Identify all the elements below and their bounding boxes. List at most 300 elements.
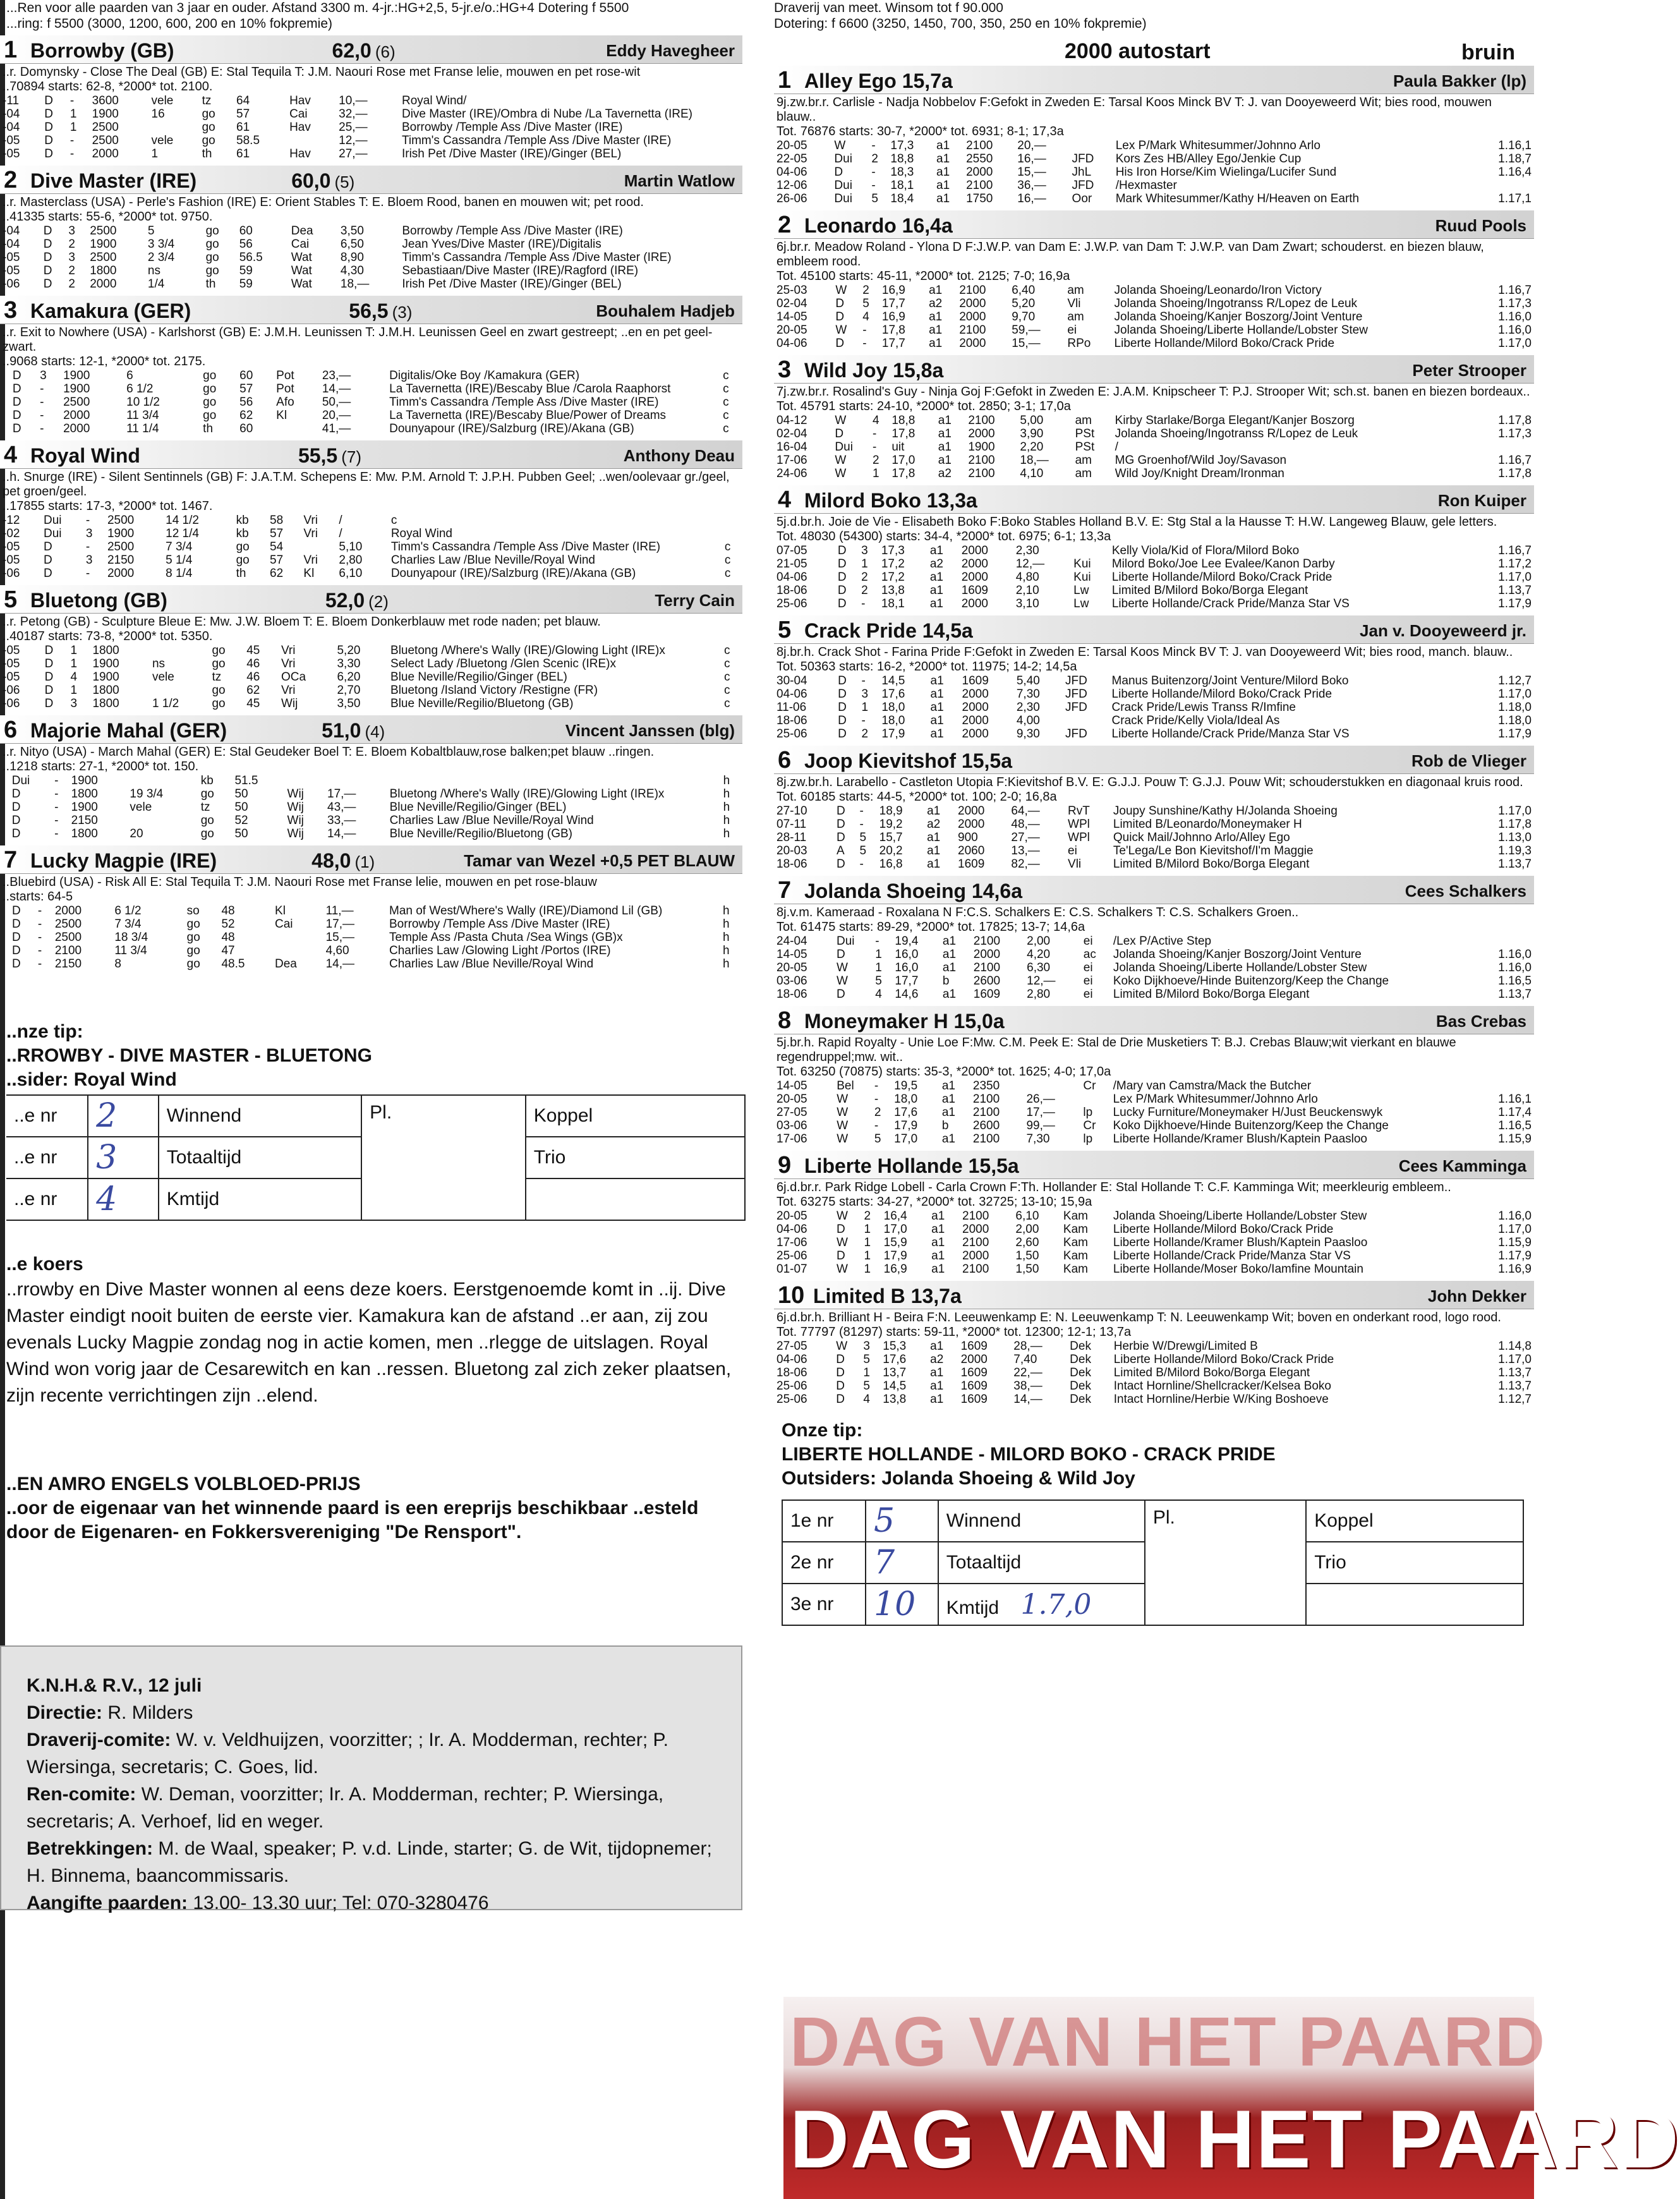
form-cell: a1: [927, 844, 941, 857]
form-cell: [733, 147, 742, 161]
form-cell: -: [37, 944, 42, 957]
form-cell: go: [202, 134, 215, 147]
form-cell: Lw: [1073, 584, 1089, 597]
form-cell: 2,80: [1027, 988, 1051, 1001]
form-cell: Wat: [291, 251, 312, 264]
horse-stats: Tot. 48030 (54300) starts: 34-4, *2000* tot. 6975; 6-1; 13,3a: [777, 530, 1111, 543]
form-cell: b: [942, 974, 950, 988]
form-cell: W: [836, 961, 848, 974]
form-cell: D: [12, 369, 21, 382]
form-cell: D: [44, 554, 52, 567]
form-cell: 2100: [972, 1093, 1000, 1106]
horse-title: [804, 70, 953, 93]
form-cell: 1.17,3: [1498, 297, 1532, 310]
race-prize-right: Dotering: f 6600 (3250, 1450, 700, 350, 250 en 10% fokpremie): [774, 16, 1147, 31]
form-cell: W: [835, 284, 847, 297]
form-cell: -: [871, 139, 876, 152]
form-cell: 10 1/2: [126, 396, 160, 409]
form-cell: 17,7: [881, 297, 905, 310]
form-cell: [272, 931, 323, 944]
horse-header: [774, 1151, 1534, 1179]
form-cell: 02-04: [777, 427, 807, 440]
horse-pedigree: 9j.zw.br.r. Carlisle - Nadja Nobbelov F:Gefokt in Zweden E: Tarsal Koos Minck BV T: J. van Dooyeweerd Wit; bies rood, mouwen blauw..: [777, 95, 1492, 124]
horse-pedigree: ..r. Petong (GB) - Sculpture Bleue E: Mw. J.W. Bloem T: E. Bloem Donkerblauw met rode naden; pet blauw.: [3, 615, 601, 629]
form-cell: ns: [152, 657, 166, 670]
form-cell: 1.17,0: [1498, 804, 1532, 818]
form-cell: [1472, 179, 1534, 192]
form-row: [0, 540, 742, 554]
form-cell: D: [835, 337, 845, 350]
form-cell: Pot: [276, 382, 294, 396]
form-cell: 2100: [966, 179, 993, 192]
form-cell: so: [186, 904, 200, 918]
form-cell: D: [44, 134, 53, 147]
form-cell: -04: [3, 238, 20, 251]
horse-position: (1): [354, 852, 375, 871]
form-cell: -: [861, 597, 866, 610]
form-cell: D: [12, 396, 21, 409]
form-cell: Cai: [275, 918, 293, 931]
form-cell: Royal Wind: [390, 527, 452, 540]
form-cell: 4: [875, 988, 882, 1001]
form-row: [0, 670, 742, 684]
horse-title: [804, 1010, 1005, 1033]
form-cell: 2000: [63, 422, 90, 435]
score-hand-3[interactable]: 4: [88, 1178, 159, 1220]
form-cell: go: [203, 396, 217, 409]
horse-driver: Jan v. Dooyeweerd jr.: [1360, 621, 1526, 640]
form-row: [0, 957, 742, 971]
horse-name: Alley Ego 15,7a: [804, 70, 953, 92]
horse-header: [774, 210, 1534, 239]
form-cell: 2000: [968, 427, 995, 440]
horse-header: [0, 296, 742, 324]
form-row: [774, 192, 1534, 205]
form-cell: 3: [861, 688, 869, 701]
form-cell: 2000: [962, 1249, 989, 1263]
form-cell: Liberte Hollande/Milord Boko/Crack Pride: [1113, 1353, 1334, 1366]
form-cell: D: [43, 264, 52, 277]
form-cell: Limited B/Milord Boko/Borga Elegant: [1113, 988, 1310, 1001]
form-cell: 2000: [959, 297, 986, 310]
form-row: [774, 1209, 1534, 1223]
form-row: [774, 544, 1534, 557]
form-row: [0, 94, 742, 107]
horse-stats: ..9068 starts: 12-1, *2000* tot. 2175.: [3, 354, 206, 368]
form-cell: -05: [3, 540, 20, 554]
form-cell: 2: [861, 727, 869, 741]
form-cell: Irish Pet /Dive Master (IRE)/Ginger (BEL): [402, 277, 622, 291]
form-cell: Pot: [276, 369, 294, 382]
form-cell: 1.17,8: [1498, 414, 1532, 427]
form-cell: ei: [1068, 844, 1077, 857]
form-cell: 2: [871, 152, 878, 166]
form-cell: -: [85, 540, 90, 554]
form-cell: 6,10: [1015, 1209, 1039, 1223]
form-cell: go: [203, 369, 217, 382]
form-cell: c: [723, 409, 729, 422]
horse-header: [0, 35, 742, 64]
form-cell: 900: [958, 831, 978, 844]
score-nr: ..e nr: [6, 1137, 88, 1178]
form-cell: -: [874, 1093, 879, 1106]
form-cell: kb: [236, 527, 249, 540]
form-cell: 5: [863, 1379, 870, 1393]
form-cell: 50: [234, 827, 248, 840]
form-cell: 1800: [92, 697, 119, 710]
form-cell: -: [40, 382, 44, 396]
horse-number: 3: [4, 297, 18, 324]
form-cell: 2100: [966, 139, 993, 152]
form-cell: c: [724, 644, 730, 657]
form-cell: am: [1067, 310, 1084, 324]
form-cell: 17,2: [881, 571, 905, 584]
form-cell: Kl: [276, 409, 287, 422]
form-cell: Dek: [1070, 1393, 1091, 1406]
horse-number: 5: [778, 617, 792, 643]
horse-header: [774, 876, 1534, 904]
score-hand-2[interactable]: 3: [88, 1137, 159, 1178]
horse-position: (6): [375, 42, 396, 61]
form-cell: /: [1115, 440, 1118, 454]
form-cell: 15,3: [883, 1340, 907, 1353]
form-cell: Koko Dijkhoeve/Hinde Buitenzorg/Keep the Change: [1113, 974, 1389, 988]
form-cell: -: [862, 324, 867, 337]
form-cell: Kam: [1063, 1223, 1088, 1236]
horse-form-table: [0, 224, 742, 291]
form-cell: 27,—: [1011, 831, 1040, 844]
form-cell: a1: [936, 152, 950, 166]
score-label: Totaaltijd: [159, 1137, 361, 1178]
race-distance: 2000 autostart: [1065, 39, 1211, 63]
credit-line: [27, 1726, 728, 1781]
horse-header: [774, 615, 1534, 644]
horse-header: [774, 66, 1534, 94]
form-cell: 3,10: [1015, 597, 1039, 610]
form-cell: Limited B/Milord Boko/Borga Elegant: [1111, 584, 1308, 597]
horse-entry: [0, 585, 742, 710]
form-cell: Kui: [1073, 571, 1091, 584]
form-cell: Dui: [834, 179, 852, 192]
horse-form-table: [774, 935, 1534, 1001]
horse-driver: Cees Schalkers: [1405, 881, 1526, 900]
form-cell: 2,10: [1015, 584, 1039, 597]
form-row: [774, 988, 1534, 1001]
horse-number: 6: [778, 747, 792, 773]
score-hand-1[interactable]: 5: [866, 1500, 938, 1542]
form-cell: 1609: [960, 1366, 988, 1379]
form-row: [774, 324, 1534, 337]
form-cell: 07-11: [777, 818, 807, 831]
form-cell: [0, 787, 9, 801]
horse-entry: [774, 876, 1534, 1001]
form-cell: 1609: [973, 988, 1001, 1001]
form-cell: Jean Yves/Dive Master (IRE)/Digitalis: [402, 238, 601, 251]
form-cell: [1472, 440, 1534, 454]
form-cell: D: [836, 804, 845, 818]
form-cell: W: [835, 467, 847, 480]
form-cell: -06: [3, 567, 20, 580]
form-cell: WPl: [1068, 831, 1090, 844]
form-cell: WPl: [1068, 818, 1090, 831]
form-cell: Vri: [281, 657, 296, 670]
form-cell: 56.5: [239, 251, 263, 264]
form-cell: 2500: [63, 396, 90, 409]
form-cell: 1.13,7: [1498, 857, 1532, 871]
form-cell: c: [723, 382, 729, 396]
form-cell: 04-06: [777, 166, 807, 179]
form-cell: am: [1075, 454, 1092, 467]
form-row: [774, 1249, 1534, 1263]
form-cell: -: [54, 774, 59, 787]
score-right: [1306, 1584, 1523, 1625]
horse-stats: Tot. 45791 starts: 24-10, *2000* tot. 2850; 3-1; 17,0a: [777, 399, 1071, 413]
horse-form-table: [774, 139, 1534, 205]
horse-header: [774, 1006, 1534, 1034]
form-cell: D: [12, 918, 21, 931]
form-cell: 20-05: [777, 139, 807, 152]
form-cell: a1: [938, 427, 952, 440]
form-cell: 1.17,9: [1498, 597, 1532, 610]
form-cell: 19,2: [879, 818, 903, 831]
form-cell: -: [54, 787, 59, 801]
form-cell: 1.16,0: [1498, 310, 1532, 324]
form-row: [774, 571, 1534, 584]
form-row: [0, 277, 742, 291]
form-cell: Vri: [303, 527, 318, 540]
form-cell: 17,6: [894, 1106, 918, 1119]
form-cell: 17,9: [894, 1119, 918, 1132]
score-hand-2[interactable]: 7: [866, 1542, 938, 1584]
form-cell: 48: [221, 931, 235, 944]
form-cell: go: [186, 931, 200, 944]
form-cell: [722, 527, 742, 540]
form-row: [0, 644, 742, 657]
form-cell: 1: [70, 657, 78, 670]
form-cell: Borrowby /Temple Ass /Dive Master (IRE): [389, 918, 610, 931]
form-row: [0, 514, 742, 527]
form-cell: ei: [1083, 988, 1093, 1001]
score-hand-1[interactable]: 2: [88, 1095, 159, 1137]
form-cell: 1900: [92, 670, 119, 684]
form-row: [774, 1353, 1534, 1366]
horse-stats: ..starts: 64-5: [3, 890, 73, 904]
form-cell: 5: [862, 297, 869, 310]
form-cell: 61: [236, 121, 250, 134]
form-cell: 2100: [973, 935, 1001, 948]
form-cell: 25-03: [777, 284, 807, 297]
form-cell: 1: [873, 467, 879, 480]
form-cell: 2: [864, 1209, 871, 1223]
form-cell: 1900: [92, 657, 119, 670]
form-cell: 41,—: [322, 422, 351, 435]
form-cell: 2000: [107, 567, 135, 580]
horse-number: 6: [4, 717, 18, 743]
form-cell: Bluetong /Where's Wally (IRE)/Glowing Light (IRE)x: [390, 644, 665, 657]
form-cell: [0, 944, 9, 957]
credits-box: [0, 1645, 742, 1913]
horse-rating: 56,5: [349, 300, 389, 322]
form-cell: -: [859, 818, 864, 831]
form-cell: 2000: [962, 1223, 989, 1236]
form-cell: 5,20: [337, 644, 361, 657]
form-cell: 1: [70, 684, 78, 697]
form-cell: 27-05: [777, 1340, 807, 1353]
form-cell: Cr: [1083, 1079, 1096, 1093]
form-cell: 18,8: [891, 414, 916, 427]
form-cell: 59: [239, 277, 253, 291]
form-row: [774, 152, 1534, 166]
form-cell: a1: [938, 414, 952, 427]
form-cell: [722, 514, 742, 527]
form-cell: D: [11, 814, 21, 827]
right-column: [774, 0, 1534, 1632]
form-cell: D: [44, 94, 53, 107]
form-cell: [0, 409, 10, 422]
form-cell: a1: [938, 440, 952, 454]
form-cell: ac: [1083, 948, 1096, 961]
form-row: [774, 818, 1534, 831]
form-cell: a1: [931, 1209, 945, 1223]
form-cell: 18,4: [890, 192, 914, 205]
form-cell: 18-06: [777, 1366, 807, 1379]
form-cell: 03-06: [777, 974, 807, 988]
form-cell: W: [837, 1093, 849, 1106]
form-cell: 1.16,9: [1498, 1263, 1532, 1276]
form-cell: 18,0: [881, 714, 905, 727]
horse-form-table: [774, 674, 1534, 741]
form-cell: 52: [221, 918, 235, 931]
form-cell: Vri: [303, 514, 318, 527]
horse-name: Dive Master (IRE): [30, 169, 197, 192]
form-cell: Liberte Hollande/Crack Pride/Manza Star VS: [1111, 597, 1350, 610]
form-cell: 18,1: [881, 597, 905, 610]
form-cell: 1.17,8: [1498, 818, 1532, 831]
left-score-table: [6, 1094, 746, 1221]
form-cell: 1,50: [1015, 1249, 1039, 1263]
form-cell: D: [838, 688, 847, 701]
form-cell: Vli: [1067, 297, 1081, 310]
form-cell: 1900: [90, 238, 117, 251]
horse-rating: 55,5: [298, 444, 338, 467]
form-cell: Charlies Law /Blue Neville/Royal Wind: [389, 814, 594, 827]
form-cell: 1800: [92, 644, 119, 657]
form-cell: Dek: [1070, 1366, 1091, 1379]
score-label: Kmtijd: [946, 1597, 1000, 1618]
form-cell: a1: [936, 179, 950, 192]
form-cell: 2600: [972, 1119, 1000, 1132]
form-cell: Koko Dijkhoeve/Hinde Buitenzorg/Keep the Change: [1113, 1119, 1389, 1132]
kmtijd-handwritten[interactable]: 1.7,0: [1020, 1588, 1092, 1621]
form-cell: JFD: [1065, 688, 1087, 701]
form-cell: 38,—: [1013, 1379, 1042, 1393]
form-cell: -05: [3, 251, 20, 264]
horse-stats: ..41335 starts: 55-6, *2000* tot. 9750.: [3, 210, 213, 224]
form-cell: -: [37, 918, 42, 931]
form-cell: 50: [234, 801, 248, 814]
form-cell: 1.13,0: [1498, 831, 1532, 844]
form-cell: 18 3/4: [114, 931, 148, 944]
form-cell: Cr: [1083, 1119, 1096, 1132]
form-cell: Wat: [291, 277, 312, 291]
form-cell: 1.16,0: [1498, 1209, 1532, 1223]
horse-form-table: [774, 284, 1534, 350]
form-cell: 04-06: [777, 337, 807, 350]
form-cell: 48,—: [1011, 818, 1040, 831]
form-cell: 1/4: [147, 277, 165, 291]
horse-form-table: [0, 904, 742, 971]
form-cell: 1: [863, 1366, 870, 1379]
horse-number: 4: [778, 487, 792, 513]
form-cell: -: [871, 179, 876, 192]
form-cell: D: [44, 107, 53, 121]
right-score-form: [782, 1499, 1534, 1632]
form-cell: 28,—: [1013, 1340, 1042, 1353]
left-tip-line: ..RROWBY - DIVE MASTER - BLUETONG: [6, 1045, 372, 1066]
form-cell: D: [835, 297, 845, 310]
form-cell: 1.13,7: [1498, 1366, 1532, 1379]
form-cell: Dui: [836, 935, 855, 948]
horse-pedigree: 5j.br.h. Rapid Royalty - Unie Loe F:Mw. C.M. Peek E: Stal de Drie Musketiers T: B.J. Crebas Blauw;wit vierkant en blauwe regendruppel;mw. wit..: [777, 1036, 1456, 1064]
horse-driver: Eddy Havegheer: [606, 41, 735, 60]
form-cell: go: [205, 251, 219, 264]
form-cell: go: [203, 382, 217, 396]
form-cell: Mark Whitesummer/Kathy H/Heaven on Earth: [1115, 192, 1360, 205]
form-cell: Dui: [835, 440, 853, 454]
form-cell: h: [723, 787, 730, 801]
horse-name: Borrowby (GB): [30, 39, 174, 62]
score-hand-3[interactable]: 10: [866, 1584, 938, 1625]
form-cell: 1.15,9: [1498, 1132, 1532, 1146]
form-cell: D: [44, 697, 54, 710]
form-cell: 3,50: [337, 697, 361, 710]
horse-stats: Tot. 76876 starts: 30-7, *2000* tot. 6931; 8-1; 17,3a: [777, 124, 1064, 138]
form-cell: 03-06: [777, 1119, 807, 1132]
form-cell: 2100: [959, 324, 986, 337]
form-cell: Bel: [837, 1079, 854, 1093]
form-cell: 8,90: [340, 251, 364, 264]
form-cell: 1900: [63, 369, 90, 382]
form-cell: 4,60: [325, 944, 349, 957]
form-cell: Liberte Hollande/Crack Pride/Manza Star VS: [1111, 727, 1350, 741]
form-cell: 2000: [90, 277, 117, 291]
form-cell: 5,20: [1012, 297, 1036, 310]
form-cell: 1.16,1: [1498, 1093, 1532, 1106]
credit-label: Directie:: [27, 1702, 103, 1723]
horse-pedigree: 8j.br.h. Crack Shot - Farina Pride F:Gefokt in Zweden E: Tarsal Koos Minck BV T: J. van Dooyeweerd Wit; bies rood, manch. blauw..: [777, 645, 1513, 659]
form-cell: 2500: [107, 540, 135, 554]
form-cell: h: [723, 944, 730, 957]
form-cell: D: [12, 931, 21, 944]
horse-number: 1: [778, 67, 792, 94]
form-cell: 2 3/4: [147, 251, 175, 264]
form-row: [0, 369, 742, 382]
form-cell: Wild Joy/Knight Dream/Ironman: [1115, 467, 1284, 480]
horse-form-table: [774, 414, 1534, 480]
form-cell: [0, 931, 9, 944]
form-cell: D: [12, 904, 21, 918]
form-cell: Timm's Cassandra /Temple Ass /Dive Master (IRE): [390, 540, 661, 554]
form-cell: 14,5: [883, 1379, 907, 1393]
form-row: [774, 1093, 1534, 1106]
form-cell: 20,—: [1017, 139, 1046, 152]
horse-title: [804, 880, 1022, 903]
form-cell: 3: [863, 1340, 870, 1353]
form-cell: -05: [3, 644, 20, 657]
form-cell: 16-04: [777, 440, 807, 454]
form-cell: Vri: [303, 554, 318, 567]
form-cell: Blue Neville/Regilio/Ginger (BEL): [390, 670, 567, 684]
